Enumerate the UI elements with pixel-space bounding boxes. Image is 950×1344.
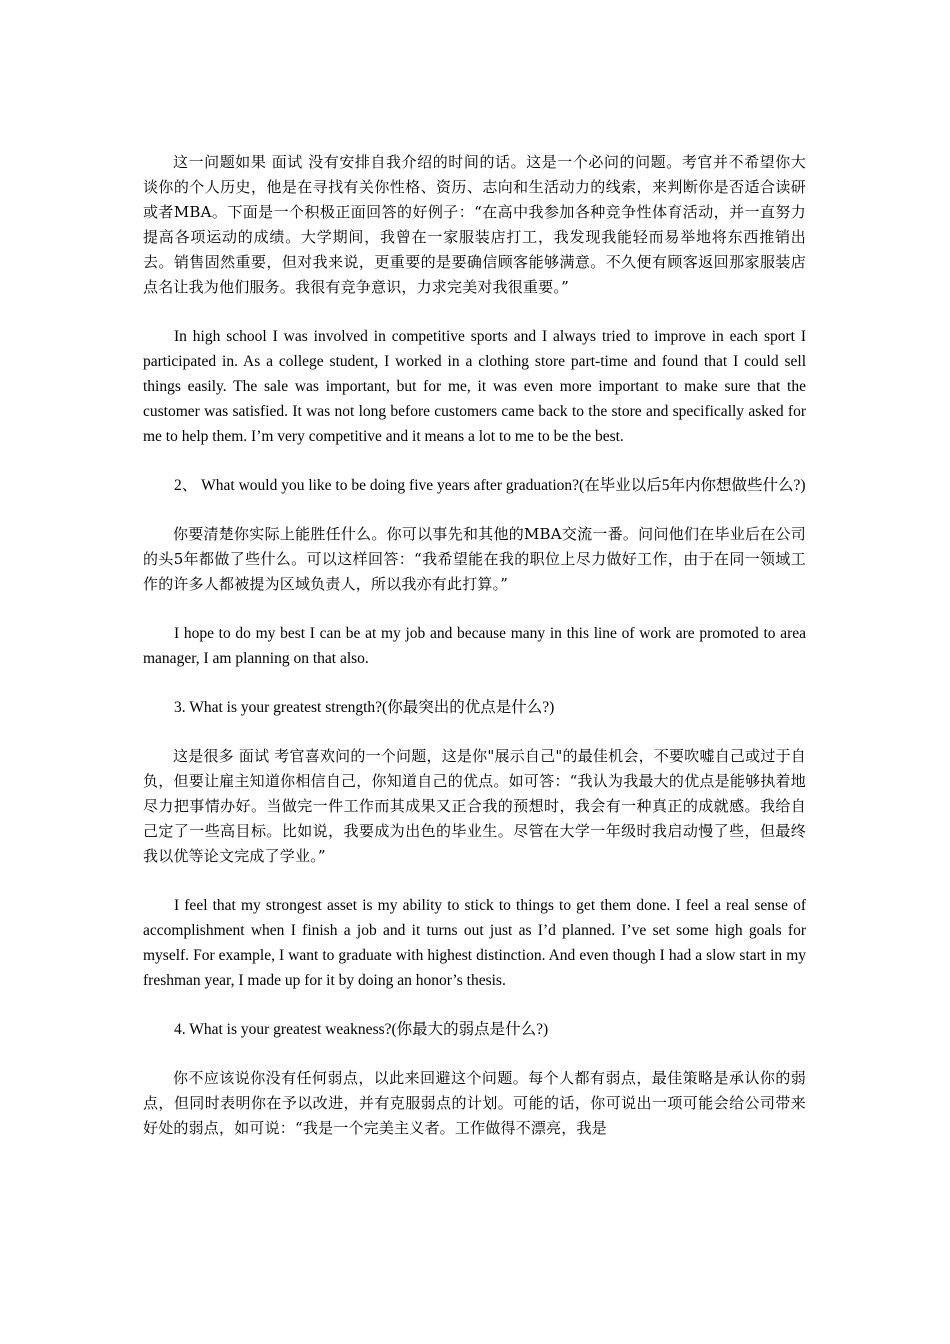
question-4-heading: 4. What is your greatest weakness?(你最大的弱点是什么?) <box>174 1021 549 1038</box>
question-3-heading: 3. What is your greatest strength?(你最突出的优点是什么?) <box>174 699 555 716</box>
paragraph-intro-zh: 这一问题如果 面试 没有安排自我介绍的时间的话。这是一个必问的问题。考官并不希望你大谈你的个人历史，他是在寻找有关你性格、资历、志向和生活动力的线索，来判断你是否适合读研或者MBA。下面是一个积极正面回答的好例子：“在高中我参加各种竞争性体育活动，并一直努力提高各项运动的成绩。大学期间，我曾在一家服装店打工，我发现我能轻而易举地将东西推销出去。销售固然重要，但对我来说，更重要的是要确信顾客能够满意。不久便有顾客返回那家服装店点名让我为他们服务。我很有竞争意识，力求完美对我很重要。” <box>143 153 806 296</box>
paragraph-q3-en: I feel that my strongest asset is my ability to stick to things to get them done. I feel a real sense of accomplishment when I finish a job and it turns out just as I’d planned. I’ve set some high goals for myself. For example, I want to graduate with highest distinction. And even though I had a slow start in my freshman year, I made up for it by doing an honor’s thesis. <box>143 897 806 989</box>
document-body <box>143 150 806 1165</box>
paragraph-q4-zh: 你不应该说你没有任何弱点，以此来回避这个问题。每个人都有弱点，最佳策略是承认你的弱点，但同时表明你在予以改进，并有克服弱点的计划。可能的话，你可说出一项可能会给公司带来好处的弱点，如可说：“我是一个完美主义者。工作做得不漂亮，我是 <box>143 1069 806 1137</box>
question-2-heading: 2、 What would you like to be doing five years after graduation?(在毕业以后5年内你想做些什么?) <box>174 477 806 494</box>
paragraph-intro-en: In high school I was involved in competitive sports and I always tried to improve in each sport I participated in. As a college student, I worked in a clothing store part-time and found that I could sell things easily. The sale was important, but for me, it was even more important to make sure that the customer was satisfied. It was not long before customers came back to the store and specifically asked for me to help them. I’m very competitive and it means a lot to me to be the best. <box>143 328 806 445</box>
paragraph-q3-zh: 这是很多 面试 考官喜欢问的一个问题，这是你"展示自己"的最佳机会，不要吹嘘自己或过于自负，但要让雇主知道你相信自己，你知道自己的优点。如可答：“我认为我最大的优点是能够执着地尽力把事情办好。当做完一件工作而其成果又正合我的预想时，我会有一种真正的成就感。我给自己定了一些高目标。比如说，我要成为出色的毕业生。尽管在大学一年级时我启动慢了些，但最终我以优等论文完成了学业。” <box>143 747 806 865</box>
paragraph-q2-en: I hope to do my best I can be at my job and because many in this line of work are promoted to area manager, I am planning on that also. <box>143 625 806 667</box>
paragraph-q2-zh: 你要清楚你实际上能胜任什么。你可以事先和其他的MBA交流一番。问问他们在毕业后在公司的头5年都做了些什么。可以这样回答：“我希望能在我的职位上尽力做好工作，由于在同一领域工作的许多人都被提为区域负责人，所以我亦有此打算。” <box>143 525 806 593</box>
